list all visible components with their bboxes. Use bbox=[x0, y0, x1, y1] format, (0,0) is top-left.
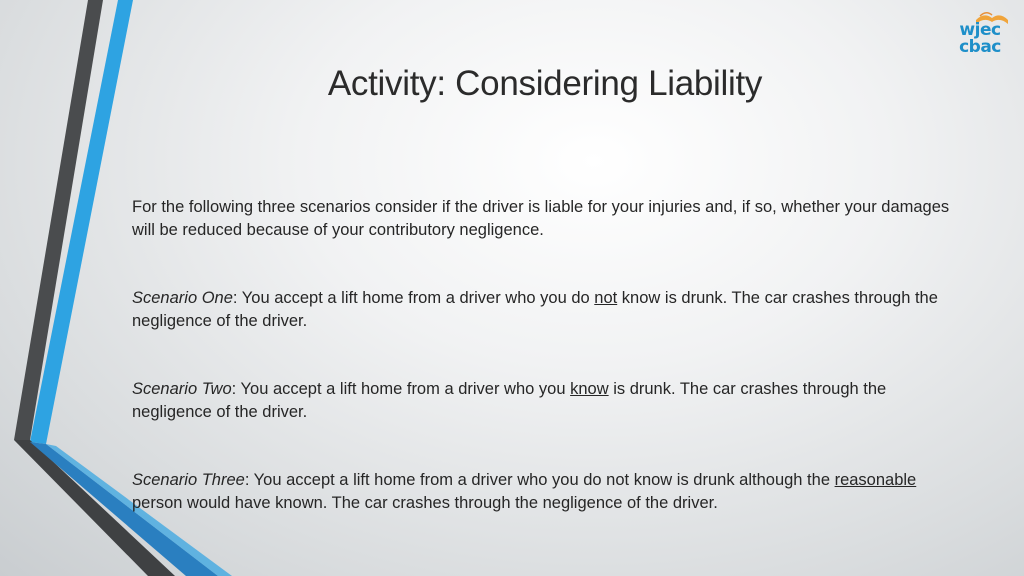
scenario-two bbox=[132, 378, 962, 424]
scenario-one bbox=[132, 287, 962, 333]
intro-paragraph: For the following three scenarios consider if the driver is liable for your injuries and, if so, whether your damages will be reduced because of your contributory negligence. bbox=[132, 198, 950, 239]
scenario-text-before: : You accept a lift home from a driver who you bbox=[231, 380, 571, 398]
scenario-label: Scenario Two bbox=[132, 380, 232, 398]
scenario-emphasis: reasonable bbox=[834, 471, 917, 489]
scenario-text-before: : You accept a lift home from a driver who you do not know is drunk although the bbox=[244, 471, 835, 489]
slide-title: Activity: Considering Liability bbox=[327, 64, 763, 103]
scenario-text-after: know is drunk. The car crashes through the negligence of the driver. bbox=[132, 289, 938, 330]
scenario-text-after: person would have known. The car crashes through the negligence of the driver. bbox=[132, 494, 718, 512]
slide-content bbox=[132, 196, 962, 560]
scenario-label: Scenario One bbox=[132, 289, 233, 307]
scenario-text-before: : You accept a lift home from a driver who you do bbox=[232, 289, 595, 307]
logo-text bbox=[950, 22, 1010, 56]
wjec-cbac-logo bbox=[950, 8, 1014, 64]
scenario-three bbox=[132, 469, 962, 515]
scenario-label: Scenario Three bbox=[132, 471, 245, 489]
scenario-text-after: is drunk. The car crashes through the negligence of the driver. bbox=[132, 380, 887, 421]
logo-line-cbac: cbac bbox=[959, 37, 1001, 57]
scenario-emphasis: know bbox=[570, 380, 609, 398]
scenario-emphasis: not bbox=[594, 289, 618, 307]
logo-line-wjec: wjec bbox=[959, 20, 1001, 40]
